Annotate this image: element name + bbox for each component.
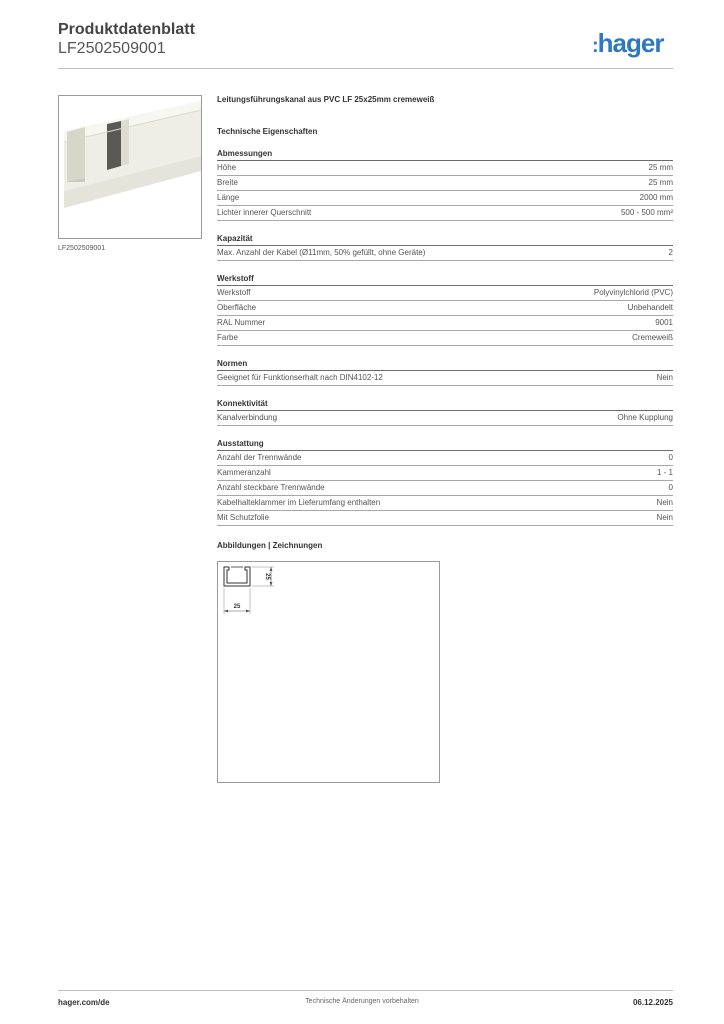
spec-row bbox=[217, 191, 673, 206]
spec-row bbox=[217, 481, 673, 496]
spec-value: 0 bbox=[668, 483, 673, 492]
spec-label: Geeignet für Funktionserhalt nach DIN4102-12 bbox=[217, 373, 383, 382]
drawings-title: Abbildungen | Zeichnungen bbox=[217, 541, 323, 550]
spec-content bbox=[217, 94, 673, 526]
spec-label: Farbe bbox=[217, 333, 238, 342]
spec-label: Lichter innerer Querschnitt bbox=[217, 208, 312, 217]
spec-value: 500 - 500 mm² bbox=[620, 208, 673, 217]
spec-label: Höhe bbox=[217, 163, 237, 172]
spec-value: Nein bbox=[656, 513, 673, 522]
product-image bbox=[58, 95, 202, 239]
spec-label: Kammeranzahl bbox=[217, 468, 271, 477]
group-title-ausstattung: Ausstattung bbox=[217, 438, 673, 451]
spec-label: Anzahl steckbare Trennwände bbox=[217, 483, 325, 492]
logo-text: hager bbox=[597, 28, 664, 58]
spec-row bbox=[217, 176, 673, 191]
spec-value: Cremeweiß bbox=[632, 333, 673, 342]
spec-row bbox=[217, 496, 673, 511]
page-title: Produktdatenblatt bbox=[58, 21, 195, 38]
width-dimension-label: 25 bbox=[233, 604, 241, 610]
product-title: Leitungsführungskanal aus PVC LF 25x25mm cremeweiß bbox=[217, 95, 435, 104]
spec-label: Mit Schutzfolie bbox=[217, 513, 270, 522]
spec-row bbox=[217, 316, 673, 331]
height-dimension-label: 25 bbox=[264, 573, 270, 580]
group-title-konnektivitaet: Konnektivität bbox=[217, 398, 673, 411]
group-title-normen: Normen bbox=[217, 358, 673, 371]
header-divider bbox=[58, 68, 673, 69]
spec-row bbox=[217, 511, 673, 526]
spec-row bbox=[217, 246, 673, 261]
spec-label: Kabelhalteklammer im Lieferumfang enthalten bbox=[217, 498, 381, 507]
spec-row bbox=[217, 371, 673, 386]
group-title-werkstoff: Werkstoff bbox=[217, 273, 673, 286]
tech-section-title: Technische Eigenschaften bbox=[217, 127, 318, 136]
spec-value: 2 bbox=[668, 248, 673, 257]
spec-label: Max. Anzahl der Kabel (Ø11mm, 50% gefüllt, ohne Geräte) bbox=[217, 248, 426, 257]
article-number: LF2502509001 bbox=[58, 40, 166, 57]
spec-label: Kanalverbindung bbox=[217, 413, 278, 422]
spec-value: 25 mm bbox=[648, 163, 673, 172]
spec-row bbox=[217, 411, 673, 426]
spec-row bbox=[217, 466, 673, 481]
spec-value: Polyvinylchlorid (PVC) bbox=[593, 288, 673, 297]
spec-row bbox=[217, 206, 673, 221]
spec-value: 1 - 1 bbox=[656, 468, 673, 477]
spec-label: Breite bbox=[217, 178, 238, 187]
spec-label: RAL Nummer bbox=[217, 318, 266, 327]
footer-divider bbox=[58, 990, 673, 991]
spec-value: 25 mm bbox=[648, 178, 673, 187]
spec-value: 0 bbox=[668, 453, 673, 462]
spec-value: Ohne Kupplung bbox=[617, 413, 673, 422]
spec-row bbox=[217, 161, 673, 176]
logo-dots: : bbox=[592, 35, 598, 57]
spec-row bbox=[217, 301, 673, 316]
footer-website[interactable]: hager.com/de bbox=[58, 998, 110, 1007]
spec-row bbox=[217, 451, 673, 466]
spec-value: Nein bbox=[656, 373, 673, 382]
footer-notice: Technische Änderungen vorbehalten bbox=[305, 998, 419, 1005]
spec-row bbox=[217, 331, 673, 346]
spec-value: 9001 bbox=[655, 318, 673, 327]
group-title-abmessungen: Abmessungen bbox=[217, 148, 673, 161]
duct-cross-section-drawing bbox=[218, 562, 439, 782]
hager-logo bbox=[592, 28, 663, 59]
cable-duct-illustration bbox=[59, 96, 201, 238]
image-caption: LF2502509001 bbox=[58, 245, 106, 252]
spec-value: Nein bbox=[656, 498, 673, 507]
spec-value: Unbehandelt bbox=[627, 303, 673, 312]
spec-label: Anzahl der Trennwände bbox=[217, 453, 302, 462]
spec-label: Werkstoff bbox=[217, 288, 251, 297]
spec-label: Länge bbox=[217, 193, 240, 202]
spec-value: 2000 mm bbox=[639, 193, 673, 202]
technical-drawing bbox=[217, 561, 440, 783]
spec-row bbox=[217, 286, 673, 301]
footer-date: 06.12.2025 bbox=[632, 998, 673, 1007]
group-title-kapazitaet: Kapazität bbox=[217, 233, 673, 246]
spec-label: Oberfläche bbox=[217, 303, 257, 312]
